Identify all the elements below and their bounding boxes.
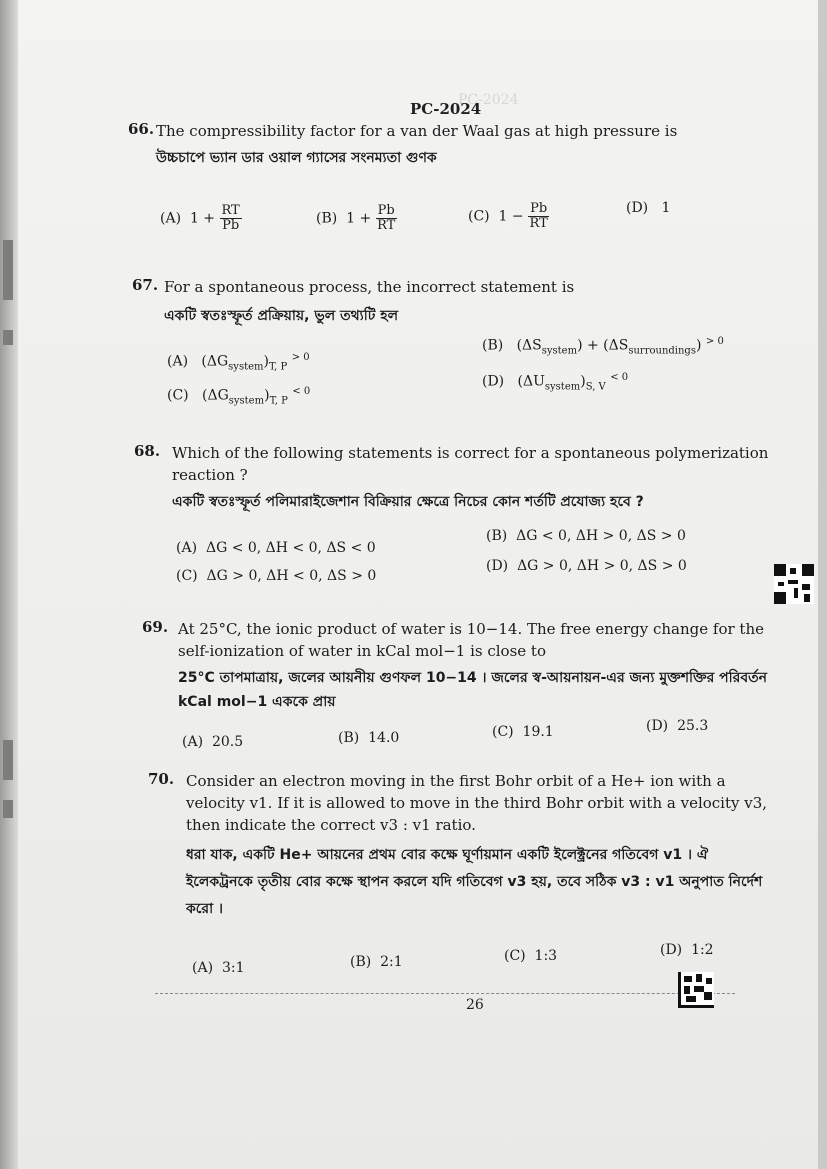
question-text-bn: 25°C তাপমাত্রায়, জলের আয়নীয় গুণফল 10−14 । জলের স্ব-আয়নায়ন-এর জন্য মুক্তশক্তির পরিবর্তন kCal mol−1 এককে প্রায় bbox=[178, 670, 768, 710]
option-a[interactable]: (A) 20.5 bbox=[182, 734, 244, 750]
question-68 bbox=[134, 442, 784, 584]
question-67 bbox=[132, 276, 772, 407]
question-70 bbox=[148, 770, 778, 976]
question-text-bn: ধরা যাক, একটি He+ আয়নের প্রথম বোর কক্ষে ঘূর্ণায়মান একটি ইলেক্ট্রনের গতিবেগ v1 । ঐ ইলেকট্রনকে তৃতীয় বোর কক্ষে স্থাপন করলে যদি গতিবেগ v3 হয়, তবে সঠিক v3 : v1 অনুপাত নির্দেশ করো । bbox=[186, 847, 763, 917]
bleed-through-text: PC-2024 bbox=[458, 92, 519, 108]
question-number: 66. bbox=[128, 120, 155, 138]
question-number: 69. bbox=[142, 618, 169, 636]
question-text-bn: একটি স্বতঃস্ফূর্ত পলিমারাইজেশান বিক্রিয়ার ক্ষেত্রে নিচের কোন শর্তটি প্রযোজ্য হবে ? bbox=[172, 494, 644, 510]
option-b[interactable]: (B) 2:1 bbox=[350, 954, 403, 970]
fraction: $\frac{Pb}{RT}$ bbox=[529, 201, 548, 231]
fraction: $\frac{Pb}{RT}$ bbox=[377, 203, 396, 233]
option-b[interactable]: (B) ΔG < 0, ΔH > 0, ΔS > 0 bbox=[486, 528, 686, 544]
option-c[interactable]: (C) 1:3 bbox=[504, 948, 558, 964]
qr-code-side bbox=[774, 564, 814, 604]
question-text-bn: উচ্চচাপে ভ্যান ডার ওয়াল গ্যাসের সংনম্যতা গুণক bbox=[156, 150, 437, 166]
question-text-en: At 25°C, the ionic product of water is 10−14. The free energy change for the self-ionization of water in kCal mol−1 is close to bbox=[178, 620, 764, 660]
option-d[interactable]: (D) 25.3 bbox=[646, 718, 709, 734]
option-a[interactable]: (A) 1 + $\frac{RT}{Pb}$ bbox=[160, 203, 240, 233]
option-a[interactable]: (A) ΔG < 0, ΔH < 0, ΔS < 0 bbox=[176, 540, 376, 556]
page-code: PC-2024 bbox=[410, 100, 482, 118]
question-text-en: Which of the following statements is correct for a spontaneous polymerization reaction ? bbox=[172, 444, 769, 484]
option-b[interactable]: (B) 1 + $\frac{Pb}{RT}$ bbox=[316, 203, 396, 233]
datamatrix-code bbox=[678, 972, 714, 1008]
option-d[interactable]: (D) 1 bbox=[626, 200, 671, 216]
option-d[interactable]: (D) 1:2 bbox=[660, 942, 714, 958]
question-text-en: The compressibility factor for a van der Waal gas at high pressure is bbox=[156, 122, 678, 140]
option-c[interactable]: (C) 19.1 bbox=[492, 724, 554, 740]
question-number: 67. bbox=[132, 276, 159, 294]
page-stack-edge bbox=[0, 0, 18, 1169]
exam-page bbox=[18, 0, 818, 1169]
question-text-en: Consider an electron moving in the first Bohr orbit of a He+ ion with a velocity v1. If it is allowed to move in the third Bohr orbit with a velocity v3, then indicate the correct v3 : v1 ratio. bbox=[186, 772, 768, 834]
question-text-bn: একটি স্বতঃস্ফূর্ত প্রক্রিয়ায়, ভুল তথ্যটি হল bbox=[164, 308, 399, 324]
option-b[interactable]: (B) 14.0 bbox=[338, 730, 400, 746]
option-c[interactable]: (C) $(\Delta G_{system})_{T, P}$ $^{< 0}$ bbox=[167, 386, 311, 407]
question-number: 70. bbox=[148, 770, 175, 788]
option-a[interactable]: (A) 3:1 bbox=[192, 960, 245, 976]
option-a[interactable]: (A) $(\Delta G_{system})_{T, P}$ $^{> 0}$ bbox=[167, 352, 310, 373]
option-d[interactable]: (D) $(\Delta U_{system})_{S, V}$ $^{< 0}$ bbox=[482, 372, 629, 393]
footer-divider bbox=[155, 993, 735, 994]
question-number: 68. bbox=[134, 442, 161, 460]
option-c[interactable]: (C) ΔG > 0, ΔH < 0, ΔS > 0 bbox=[176, 568, 377, 584]
option-b[interactable]: (B) $(\Delta S_{system}) + (\Delta S_{surroundings})$ $^{> 0}$ bbox=[482, 336, 724, 357]
question-66 bbox=[128, 120, 768, 233]
page-number: 26 bbox=[466, 997, 484, 1013]
question-text-en: For a spontaneous process, the incorrect statement is bbox=[164, 278, 575, 296]
question-69 bbox=[142, 618, 782, 750]
fraction: $\frac{RT}{Pb}$ bbox=[221, 203, 240, 233]
option-c[interactable]: (C) 1 − $\frac{Pb}{RT}$ bbox=[468, 201, 548, 231]
option-d[interactable]: (D) ΔG > 0, ΔH > 0, ΔS > 0 bbox=[486, 558, 687, 574]
